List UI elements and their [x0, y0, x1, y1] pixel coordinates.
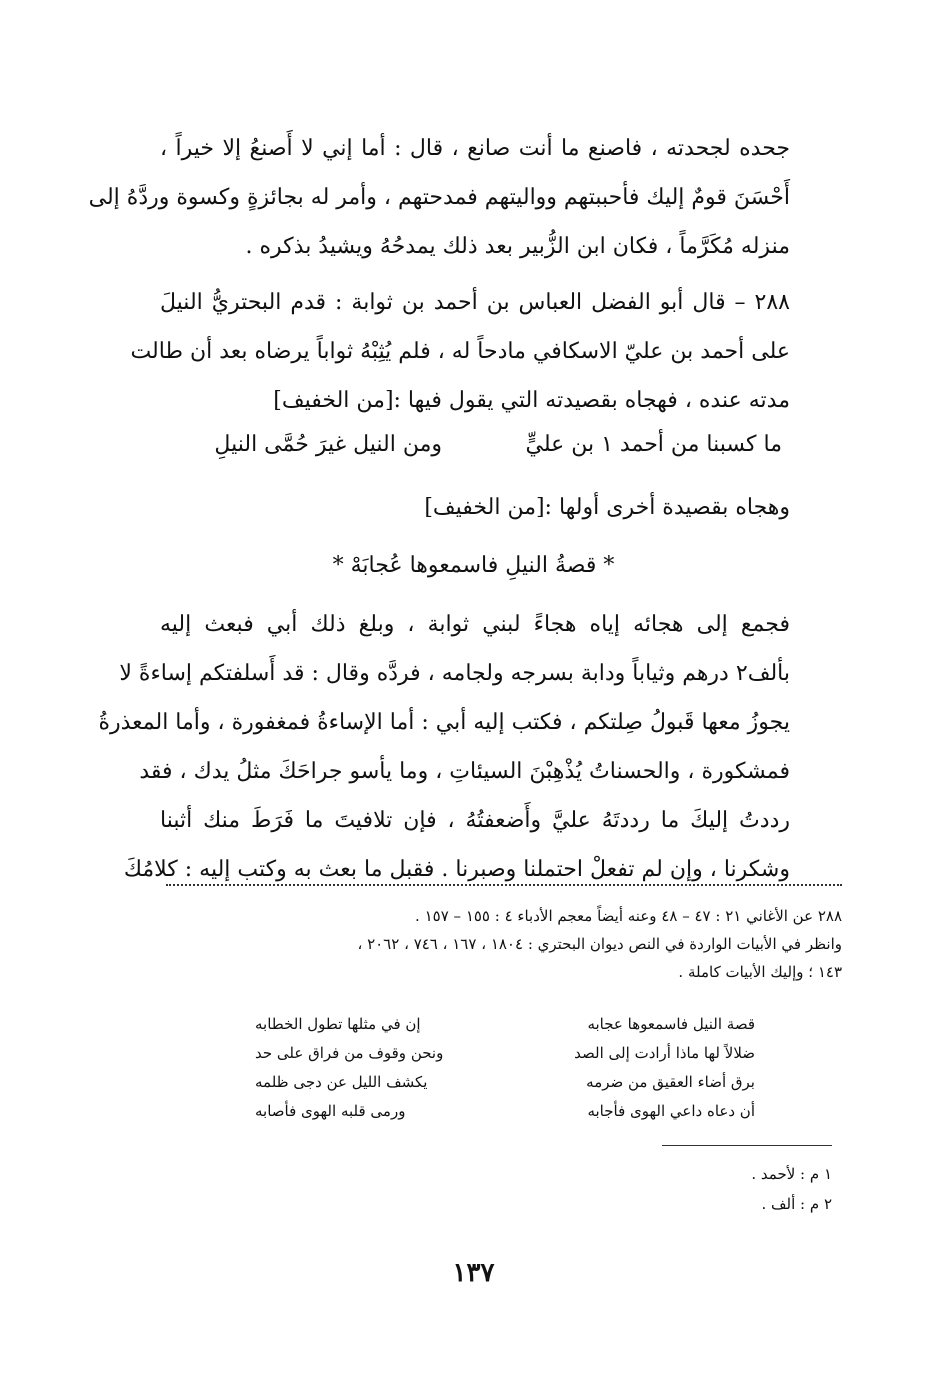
text-line: يجوزُ معها قَبولُ صِلتكم ، فكتب إليه أبي : أما الإساءةُ فمغفورة ، وأما المعذرةُ — [98, 710, 790, 735]
text-line: بألف٢ درهم وثياباً ودابة بسرجه ولجامه ، فردَّه وقال : قد أَسلفتكم إساءةً لا — [119, 661, 790, 686]
poem-first-hemistich: برق أضاء العقيق من ضرمه — [586, 1073, 755, 1091]
note-line: ٢٨٨ عن الأغاني ٢١ : ٤٧ – ٤٨ وعنه أيضاً معجم الأدباء ٤ : ١٥٥ – ١٥٧ . — [415, 907, 842, 925]
page-number: ١٣٧ — [452, 1258, 495, 1288]
poem-second-hemistich: يكشف الليل عن دجى ظلمه — [255, 1073, 428, 1091]
poem-verse — [255, 1097, 755, 1126]
verse-1-second-hemistich: ومن النيل غيرَ حُمَّى النيلِ — [214, 432, 442, 457]
source-notes — [162, 902, 842, 986]
text-line: وشكرنا ، وإن لم تفعلْ احتملنا وصبرنا . فقبل ما بعث به وكتب إليه : كلامُكَ — [123, 857, 790, 882]
poem-first-hemistich: ضلالاً لها ماذا أرادت إلى الصد — [574, 1044, 755, 1062]
text-line: فجمع إلى هجائه إياه هجاءً لبني ثوابة ، وبلغ ذلك أبي فبعث إليه — [160, 612, 790, 637]
main-paragraph — [98, 600, 790, 894]
footnote-2: ٢ م : ألف . — [761, 1195, 832, 1213]
top-paragraph — [88, 124, 790, 271]
text-line: على أحمد بن عليّ الاسكافي مادحاً له ، فلم يُثِبْهُ ثواباً يرضاه بعد أن طالت — [130, 339, 790, 364]
poem-verse — [255, 1068, 755, 1097]
poem-verse — [255, 1039, 755, 1068]
footnote-separator — [662, 1145, 832, 1146]
note-line: ١٤٣ ؛ وإليك الأبيات كاملة . — [678, 963, 842, 981]
poem-second-hemistich: ونحن وقوف من فراق على حد — [255, 1044, 444, 1062]
poem-second-hemistich: ورمى قلبه الهوى فأصابه — [255, 1102, 406, 1120]
dotted-separator — [166, 884, 842, 886]
text-line: منزله مُكَرَّماً ، فكان ابن الزُّبير بعد ذلك يمدحُهُ ويشيدُ بذكره . — [245, 234, 790, 259]
text-line: ٢٨٨ – قال أبو الفضل العباس بن أحمد بن ثوابة : قدم البحتريُّ النيلَ — [160, 290, 790, 315]
text-line: جحده لجحدته ، فاصنع ما أنت صانع ، قال : أما إني لا أَصنعُ إلا خيراً ، — [160, 136, 790, 161]
text-line: رددتُ إليكَ ما رددتَهُ عليَّ وأَضعفتُهُ ، فإن تلافيتَ ما فَرَطَ منك أثبنا — [160, 808, 790, 833]
poem-first-hemistich: أن دعاه داعي الهوى فأجابه — [587, 1102, 755, 1120]
poem-verse — [255, 1010, 755, 1039]
footnote-1: ١ م : لأحمد . — [751, 1165, 832, 1183]
second-poem-intro: وهجاه بقصيدة أخرى أولها :[من الخفيف] — [424, 495, 790, 520]
text-line: فمشكورة ، والحسناتُ يُذْهِبْنَ السيئاتِ ، وما يأسو جراحَكَ مثلُ يدك ، فقد — [139, 759, 790, 784]
note-line: وانظر في الأبيات الواردة في النص ديوان البحتري : ١٨٠٤ ، ١٦٧ ، ٧٤٦ ، ٢٠٦٢ ، — [357, 935, 842, 953]
poem-second-hemistich: إن في مثلها تطول الخطابه — [255, 1015, 421, 1033]
text-line: أَحْسَنَ قومٌ إليك فأحببتهم وواليتهم فمدحتهم ، وأمر له بجائزةٍ وكسوة وردَّهُ إلى — [88, 185, 790, 210]
poem-block — [255, 1010, 755, 1126]
verse-2: * قصةُ النيلِ فاسمعوها عُجابَهْ * — [332, 553, 615, 578]
verse-1-first-hemistich: ما كسبنا من أحمد ١ بن عليٍّ — [525, 432, 782, 457]
poem-first-hemistich: قصة النيل فاسمعوها عجابه — [587, 1015, 755, 1033]
text-line: مدته عنده ، فهجاه بقصيدته التي يقول فيها :[من الخفيف] — [273, 388, 790, 413]
entry-288-paragraph — [130, 278, 790, 425]
